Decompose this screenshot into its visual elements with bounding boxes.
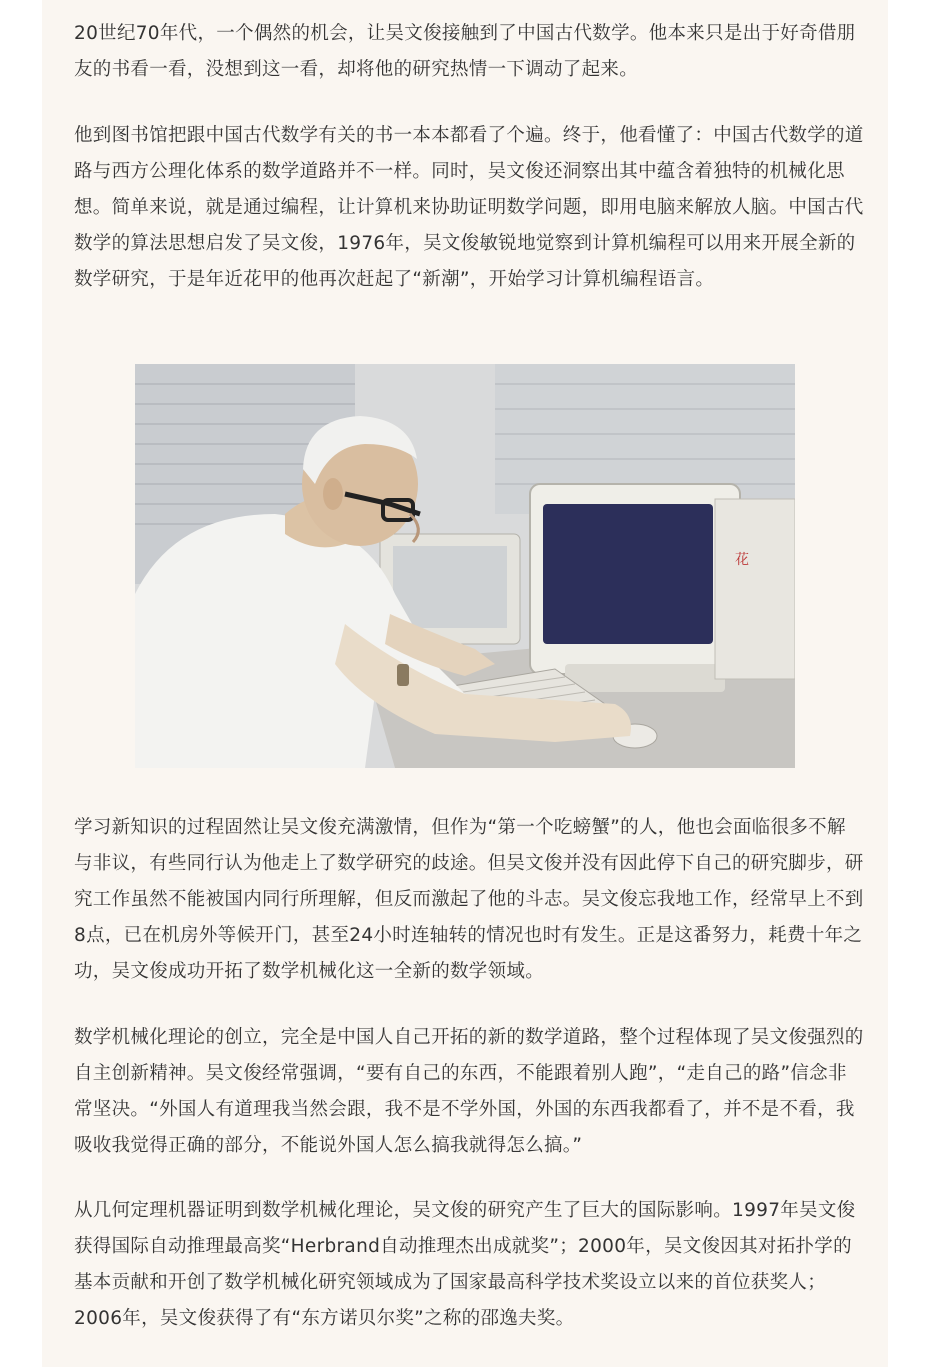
photo-elderly-man-at-computer [135,364,795,768]
article-photo [135,364,795,768]
article-paragraph-5: 从几何定理机器证明到数学机械化理论，吴文俊的研究产生了巨大的国际影响。1997年吴文俊获得国际自动推理最高奖“Herbrand自动推理杰出成就奖”；2000年，吴文俊因其对拓扑学的基本贡献和开创了数学机械化研究领域成为了国家最高科学技术奖设立以来的首位获奖人；2006年，吴文俊获得了有“东方诺贝尔奖”之称的邵逸夫奖。 [74,1200,856,1329]
article-paragraph-1: 20世纪70年代，一个偶然的机会，让吴文俊接触到了中国古代数学。他本来只是出于好奇借朋友的书看一看，没想到这一看，却将他的研究热情一下调动了起来。 [74,23,856,80]
article-paragraph-4: 数学机械化理论的创立，完全是中国人自己开拓的新的数学道路，整个过程体现了吴文俊强烈的自主创新精神。吴文俊经常强调，“要有自己的东西，不能跟着别人跑”，“走自己的路”信念非常坚决。“外国人有道理我当然会跟，我不是不学外国，外国的东西我都看了，并不是不看，我吸收我觉得正确的部分，不能说外国人怎么搞我就得怎么搞。” [74,1027,864,1156]
article-paragraph-2: 他到图书馆把跟中国古代数学有关的书一本本都看了个遍。终于，他看懂了：中国古代数学的道路与西方公理化体系的数学道路并不一样。同时，吴文俊还洞察出其中蕴含着独特的机械化思想。简单来说，就是通过编程，让计算机来协助证明数学问题，即用电脑来解放人脑。中国古代数学的算法思想启发了吴文俊，1976年，吴文俊敏锐地觉察到计算机编程可以用来开展全新的数学研究，于是年近花甲的他再次赶起了“新潮”，开始学习计算机编程语言。 [74,125,864,290]
article-paragraph-3: 学习新知识的过程固然让吴文俊充满激情，但作为“第一个吃螃蟹”的人，他也会面临很多不解与非议，有些同行认为他走上了数学研究的歧途。但吴文俊并没有因此停下自己的研究脚步，研究工作虽然不能被国内同行所理解，但反而激起了他的斗志。吴文俊忘我地工作，经常早上不到8点，已在机房外等候开门，甚至24小时连轴转的情况也时有发生。正是这番努力，耗费十年之功，吴文俊成功开拓了数学机械化这一全新的数学领域。 [74,817,864,982]
svg-text:花: 花 [735,552,749,568]
